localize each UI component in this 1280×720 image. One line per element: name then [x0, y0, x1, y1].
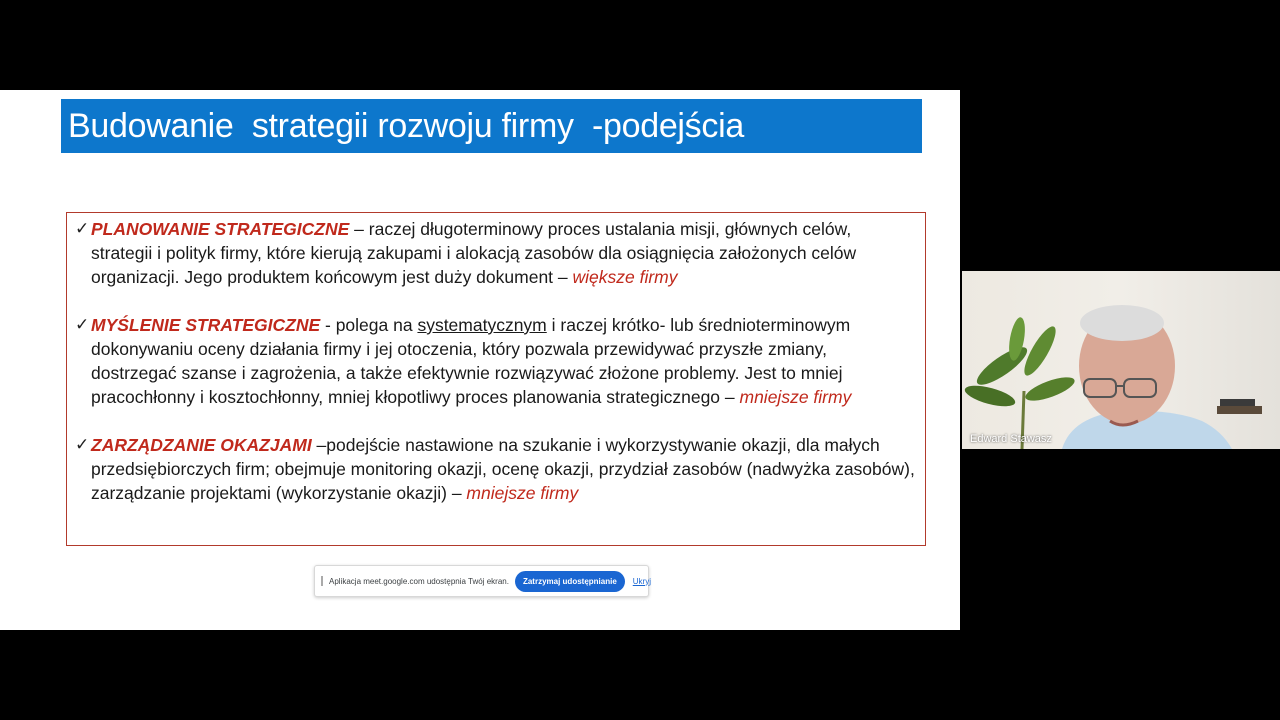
hide-link[interactable]: Ukryj — [632, 576, 651, 586]
bullet-body: – raczej długoterminowy proces ustalania misji, głównych celów, strategii i polityk firmy, które kierują zakupami i alokacją zasobów dla osiągnięcia założonych celów organizacji. Jego produktem końcowym jest duży dokument – — [91, 219, 857, 287]
bullet-text — [75, 313, 915, 409]
bullet-accent: mniejsze firmy — [739, 387, 852, 407]
bullet-accent: mniejsze firmy — [466, 483, 579, 503]
shared-screen — [0, 90, 960, 630]
bullet-point — [75, 313, 915, 409]
grip-icon[interactable] — [321, 576, 323, 586]
checkmark-icon: ✓ — [75, 315, 90, 334]
share-message: Aplikacja meet.google.com udostępnia Twój ekran. — [329, 576, 509, 586]
slide-title: Budowanie strategii rozwoju firmy -podejścia — [68, 106, 744, 145]
bullet-point — [75, 217, 915, 289]
bullet-text — [75, 433, 915, 505]
slide-title-bar — [61, 99, 922, 153]
participant-video — [962, 271, 1280, 449]
stop-sharing-button[interactable]: Zatrzymaj udostępnianie — [515, 571, 625, 592]
bullet-keyword: ZARZĄDZANIE OKAZJAMI — [91, 435, 312, 455]
participant-name: Edward Stawasz — [970, 433, 1052, 445]
bullet-text — [75, 217, 915, 289]
bullet-keyword: MYŚLENIE STRATEGICZNE — [91, 315, 321, 335]
content-box — [66, 212, 926, 546]
screen-share-bar — [314, 565, 649, 597]
bullet-body: –podejście nastawione na szukanie i wykorzystywanie okazji, dla małych przedsiębiorczych firm; obejmuje monitoring okazji, ocenę okazji, przydział zasobów (nadwyżka zasobów), zarządzanie projektami (wykorzystanie okazji) – — [91, 435, 915, 503]
checkmark-icon: ✓ — [75, 435, 90, 454]
bullet-keyword: PLANOWANIE STRATEGICZNE — [91, 219, 350, 239]
bullet-accent: większe firmy — [572, 267, 678, 287]
bullet-body: i raczej krótko- lub średnioterminowym dokonywaniu oceny działania firmy i jej otoczenia, który pozwala przewidywać przyszłe zmiany, dostrzegać szanse i zagrożenia, a także efektywnie rozwiązywać złożone problemy. Jest to mniej pracochłonny i kosztochłonny, mniej kłopotliwy proces planowania strategicznego – — [91, 315, 851, 407]
bullet-point — [75, 433, 915, 505]
bullet-body-lead: - polega na — [320, 315, 418, 335]
participant-video-tile[interactable] — [962, 271, 1280, 449]
checkmark-icon: ✓ — [75, 219, 90, 238]
underlined-word: systematycznym — [417, 315, 547, 335]
